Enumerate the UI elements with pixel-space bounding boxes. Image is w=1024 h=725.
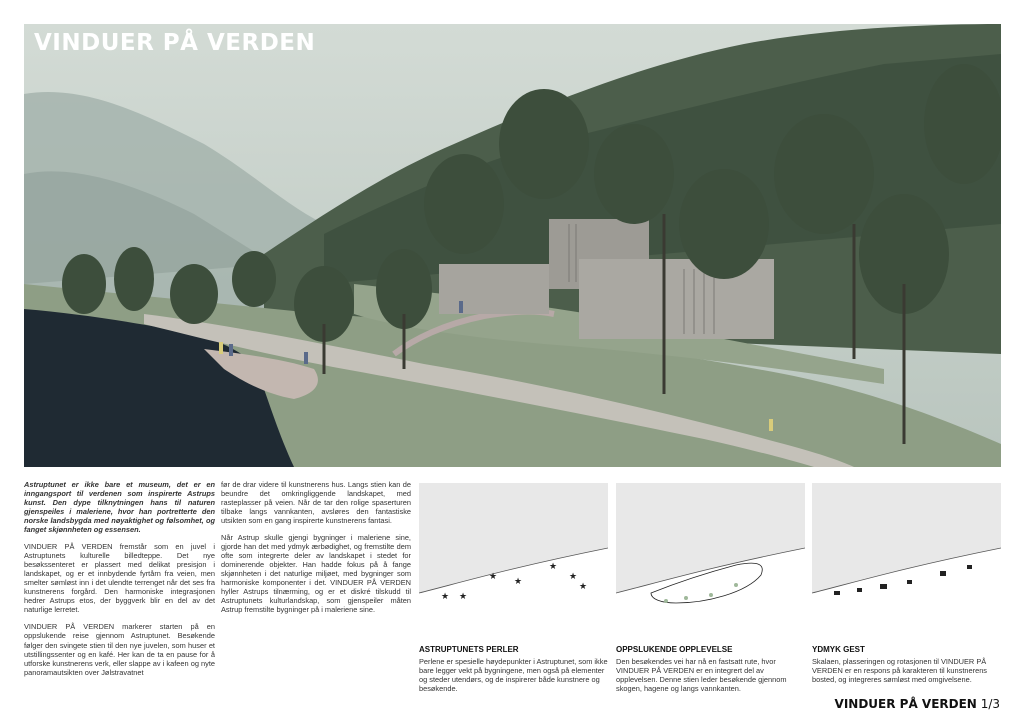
svg-text:★: ★ — [459, 591, 468, 601]
diagram-title: ASTRUPTUNETS PERLER — [419, 645, 519, 654]
footer-title: VINDUER PÅ VERDEN — [834, 697, 977, 711]
svg-text:★: ★ — [514, 576, 523, 586]
page-footer — [835, 697, 1000, 711]
svg-text:★: ★ — [579, 581, 588, 591]
svg-text:★: ★ — [549, 561, 558, 571]
svg-text:★: ★ — [441, 591, 450, 601]
diagram-caption-opplevelse — [616, 645, 805, 693]
diagram-title: YDMYK GEST — [812, 645, 865, 654]
svg-text:★: ★ — [569, 571, 578, 581]
diagram-ydmyk-gest — [812, 483, 1001, 636]
hero-rendering — [24, 24, 1001, 467]
text-column-2 — [221, 480, 411, 622]
diagram-text: Skalaen, plasseringen og rotasjonen til VINDUER PÅ VERDEN er en respons på karakteren til kunstnerens bosted, og integreres sømløst med omgivelsene. — [812, 656, 987, 684]
body-paragraph: VINDUER PÅ VERDEN markerer starten på en oppslukende reise gjennom Astruptunet. Besøkende følger den svingete stien til den nye juvelen, som huser et utstillingssenter og en kafé. Her kan de ta en pause for å utforske kunstnerens verk, eller slappe av i kafeen og nyte panoramautsikten over Jølstravatnet — [24, 622, 215, 677]
page-number: 1/3 — [980, 697, 1000, 711]
page-title: VINDUER PÅ VERDEN — [34, 30, 316, 56]
diagram-caption-ydmyk-gest — [812, 645, 1001, 684]
svg-text:★: ★ — [489, 571, 498, 581]
diagram-title: OPPSLUKENDE OPPLEVELSE — [616, 645, 733, 654]
diagram-perler — [419, 483, 608, 636]
body-paragraph: VINDUER PÅ VERDEN fremstår som en juvel i Astruptunets kulturelle billedteppe. Det nye besøkssenteret er plassert med delikat presisjon i landskapet, og er et innbydende fyrtårn fra veien, men smelter sømløst inn i det ulendte terrenget når det ses fra kunstnerens forgård. Den harmoniske integrasjonen hedrer Astrups etos, der byggverk blir en del av det naturlige lerretet. — [24, 542, 215, 615]
diagram-caption-perler — [419, 645, 608, 693]
diagram-opplevelse — [616, 483, 805, 636]
body-paragraph: før de drar videre til kunstnerens hus. Langs stien kan de beundre det omkringliggende landskapet, med rasteplasser på veien. Når de tar den rolige spaserturen tilbake langs vannkanten, avsløres den fantastiske utsikten som en gang inspirerte kunstnerens fantasi. — [221, 480, 411, 526]
diagram-text: Perlene er spesielle høydepunkter i Astruptunet, som ikke bare legger vekt på bygningene, men også på elementer og steder utendørs, og de inspirerer både kunstnere og besøkende. — [419, 656, 608, 693]
text-column-1 — [24, 480, 215, 685]
body-paragraph: Når Astrup skulle gjengi bygninger i maleriene sine, gjorde han det med ydmyk ærbødighet, og fremstilte dem ofte som integrerte deler av landskapet i stedet for dominerende objekter. Han hadde fokus på å fange skjønnheten i det naturlige miljøet, med bygninger som harmoniske komponenter i det. VINDUER PÅ VERDEN hyller Astrups tilnærming, og er et diskré tilskudd til Astruptunets kulturlandskap, som gjenspeiler måten Astrup fremstilte bygninger på i maleriene sine. — [221, 533, 411, 615]
intro-paragraph: Astruptunet er ikke bare et museum, det er en inngangsport til verdenen som inspirerte Astrups kunst. Den dype tilknytningen hans til naturen gjenspeiles i maleriene, hvor han portretterte den norske landsbygda med nøyaktighet og følsomhet, og fanget skjønnheten og essensen. — [24, 480, 215, 535]
diagram-text: Den besøkendes vei har nå en fastsatt rute, hvor VINDUER PÅ VERDEN er en integrert del av opplevelsen. Denne stien leder besøkende gjennom skogen, hagene og langs vannkanten. — [616, 656, 787, 693]
landscape-illustration — [24, 24, 1001, 467]
